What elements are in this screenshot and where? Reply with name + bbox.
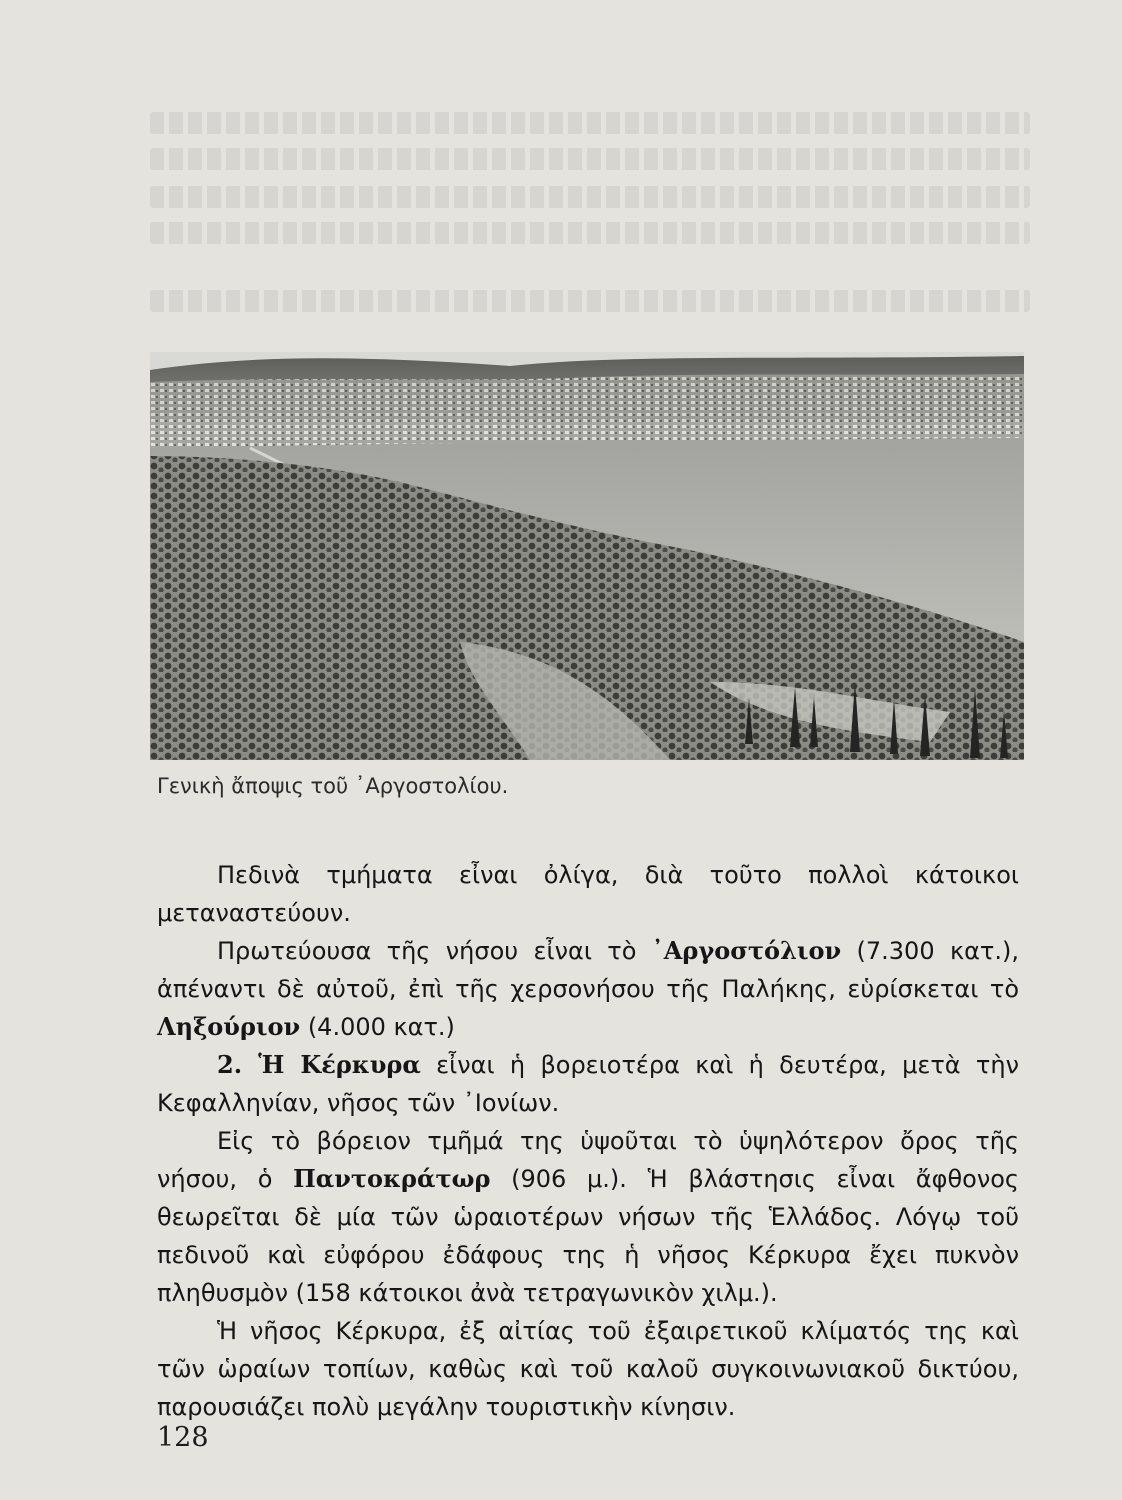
bleed-through [150, 290, 1030, 312]
page-number: 128 [157, 1422, 209, 1453]
text-run: (906 μ.). Ἡ βλάστησις εἶναι ἄφθονος θεωρεῖται δὲ μία τῶν ὡραιοτέρων νήσων τῆς Ἑλλάδος. Λόγῳ τοῦ πεδινοῦ καὶ εὐφόρου ἐδάφους της ἡ νῆσος Κέρκυρα ἔχει πυκνὸν πληθυσμὸν (158 κάτοικοι ἀνὰ τετραγωνικὸν χιλμ.). [157, 1165, 1019, 1307]
place-name-lixourion: Ληξούριον [157, 1012, 301, 1041]
paragraph [157, 932, 1019, 1046]
paragraph: Πεδινὰ τμήματα εἶναι ὀλίγα, διὰ τοῦτο πολλοὶ κάτοικοι μεταναστεύουν. [157, 861, 1019, 927]
paragraph: Ἡ νῆσος Κέρκυρα, ἐξ αἰτίας τοῦ ἐξαιρετικοῦ κλίματός της καὶ τῶν ὡραίων τοπίων, καθὼς καὶ τοῦ καλοῦ συγκοινωνιακοῦ δικτύου, παρουσιάζει πολὺ μεγάλην τουριστικὴν κίνησιν. [157, 1317, 1019, 1421]
paragraph [157, 1046, 1019, 1122]
text-run: (4.000 κατ.) [300, 1013, 455, 1041]
body-text [157, 856, 1019, 1426]
argostoli-photo [150, 352, 1024, 760]
bleed-through [150, 186, 1030, 208]
section-heading-kerkyra: 2. Ἡ Κέρκυρα [217, 1050, 421, 1079]
place-name-argostolion: ᾽Αργοστόλιον [651, 936, 842, 965]
bleed-through [150, 148, 1030, 170]
paragraph [157, 1122, 1019, 1312]
text-run: (7.300 κατ.), ἀπέναντι δὲ αὐτοῦ, ἐπὶ τῆς χερσονήσου τῆς Παλήκης, εὑρίσκεται τὸ [157, 937, 1019, 1003]
bleed-through [150, 222, 1030, 244]
text-run: Εἰς τὸ βόρειον τμῆμά της ὑψοῦται τὸ ὑψηλότερον ὄρος τῆς νήσου, ὁ [157, 1127, 1019, 1193]
bleed-through [150, 112, 1030, 134]
text-run: Πρωτεύουσα τῆς νήσου εἶναι τὸ [217, 937, 652, 965]
place-name-pantokrator: Παντοκράτωρ [293, 1164, 491, 1193]
photo-caption: Γενικὴ ἄποψις τοῦ ᾽Αργοστολίου. [157, 774, 509, 798]
text-run: εἶναι ἡ βορειοτέρα καὶ ἡ δευτέρα, μετὰ τὴν Κεφαλληνίαν, νῆσος τῶν ᾽Ιονίων. [157, 1051, 1019, 1117]
landscape-photo [150, 352, 1024, 760]
